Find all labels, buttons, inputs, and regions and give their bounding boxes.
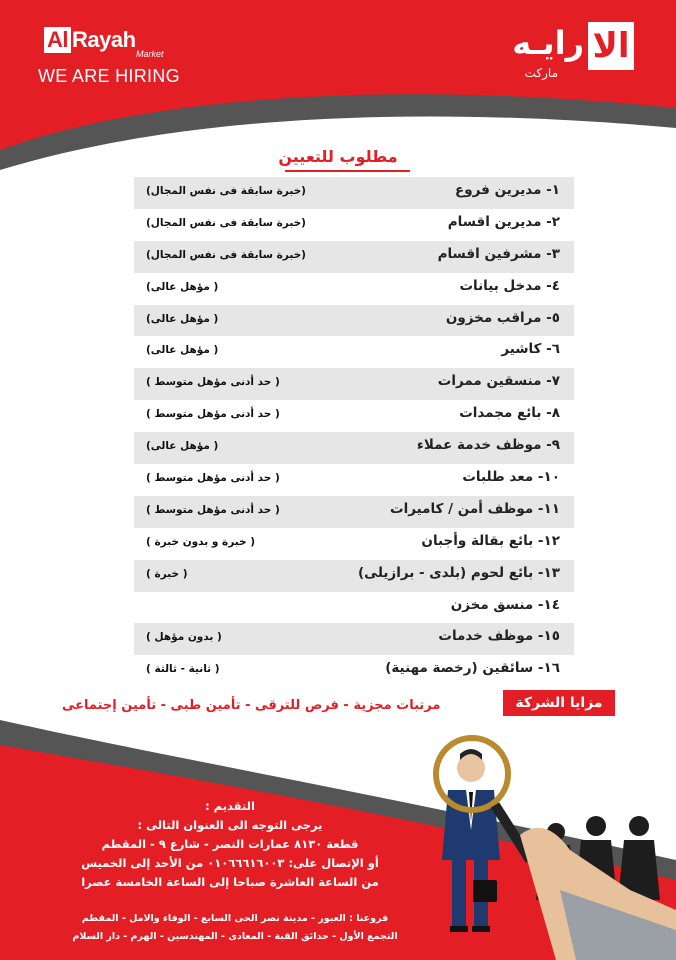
job-title: ١٤- منسق مخزن bbox=[450, 596, 560, 613]
job-title: ١٥- موظف خدمات bbox=[438, 628, 560, 645]
job-title: ٩- موظف خدمة عملاء bbox=[416, 437, 560, 454]
apply-address: قطعة ٨١٣٠ عمارات النصر - شارع ٩ - المقطم bbox=[101, 837, 359, 851]
apply-info bbox=[30, 797, 430, 892]
hiring-headline: WE ARE HIRING bbox=[38, 66, 180, 86]
job-requirement: ( مؤهل عالى) bbox=[146, 344, 219, 357]
branches-line: التجمع الأول - حدائق القبة - المعادى - المهندسين - الهرم - دار السلام bbox=[72, 931, 398, 942]
job-requirement: ( مؤهل عالى) bbox=[146, 312, 219, 325]
job-title: ١٢- بائع بقالة وأجبان bbox=[421, 532, 560, 549]
job-requirement: ( حد أدنى مؤهل متوسط ) bbox=[146, 503, 280, 516]
branches-line: فروعنا : العبور - مدينة نصر الحى السابع - الوفاء والامل - المقطم bbox=[81, 913, 389, 924]
job-requirement: (خبرة سابقة فى نفس المجال) bbox=[146, 248, 306, 261]
apply-heading: التقديم : bbox=[205, 799, 255, 813]
job-title: ٥- مراقب مخزون bbox=[445, 309, 560, 326]
job-title: ٨- بائع مجمدات bbox=[459, 405, 560, 422]
job-requirement: (خبرة سابقة فى نفس المجال) bbox=[146, 216, 306, 229]
job-requirement: ( حد أدنى مؤهل متوسط ) bbox=[146, 472, 280, 485]
job-title: ١٣- بائع لحوم (بلدى - برازيلى) bbox=[358, 564, 560, 581]
job-requirement: ( حد أدنى مؤهل متوسط ) bbox=[146, 376, 280, 389]
benefits-label: مزايا الشركة bbox=[503, 690, 615, 716]
job-title: ١٦- سائقين (رخصة مهنية) bbox=[385, 660, 560, 677]
job-title: ٦- كاشير bbox=[501, 341, 560, 358]
job-requirement: ( مؤهل عالى) bbox=[146, 440, 219, 453]
job-requirement: ( مؤهل عالى) bbox=[146, 280, 219, 293]
job-requirement: ( خبرة و بدون خبرة ) bbox=[146, 535, 256, 548]
logo-ar-word: رايـه bbox=[512, 24, 584, 62]
job-title: ٢- مديرين اقسام bbox=[447, 213, 560, 230]
job-title: ٤- مدخل بيانات bbox=[459, 277, 560, 294]
apply-line: يرجى التوجه الى العنوان التالى : bbox=[137, 818, 323, 832]
logo-latin: Al Rayah Market bbox=[44, 27, 136, 53]
page-title: مطلوب للتعيين bbox=[278, 147, 398, 166]
businessman-figure bbox=[442, 749, 500, 932]
job-title: ١٠- معد طلبات bbox=[462, 469, 560, 486]
logo-ar-box: الا bbox=[588, 22, 634, 70]
job-title: ٣- مشرفين اقسام bbox=[437, 245, 560, 262]
apply-hours: من الساعة العاشرة صباحا إلى الساعة الخامسة عصرا bbox=[81, 875, 379, 889]
benefits-list: مرتبات مجزية - فرص للترقى - تأمين طبى - تأمين إجتماعى bbox=[62, 698, 441, 713]
job-requirement: ( ثانية - ثالثة ) bbox=[146, 663, 220, 676]
logo-ar-sub: ماركت bbox=[524, 66, 558, 80]
job-requirement: ( حد أدنى مؤهل متوسط ) bbox=[146, 408, 280, 421]
job-requirement: (خبرة سابقة فى نفس المجال) bbox=[146, 185, 306, 197]
job-requirement: ( خبرة ) bbox=[146, 567, 188, 580]
job-title: ١١- موظف أمن / كاميرات bbox=[390, 500, 560, 517]
apply-phone: أو الإتصال على: ٠١٠٦٦٦١٦٠٠٣ من الأحد إلى الخميس bbox=[81, 856, 379, 870]
job-title: ١- مديرين فروع bbox=[455, 182, 560, 198]
job-requirement: ( بدون مؤهل ) bbox=[146, 631, 222, 644]
job-title: ٧- منسقين ممرات bbox=[437, 373, 560, 390]
branches-info bbox=[30, 910, 440, 946]
